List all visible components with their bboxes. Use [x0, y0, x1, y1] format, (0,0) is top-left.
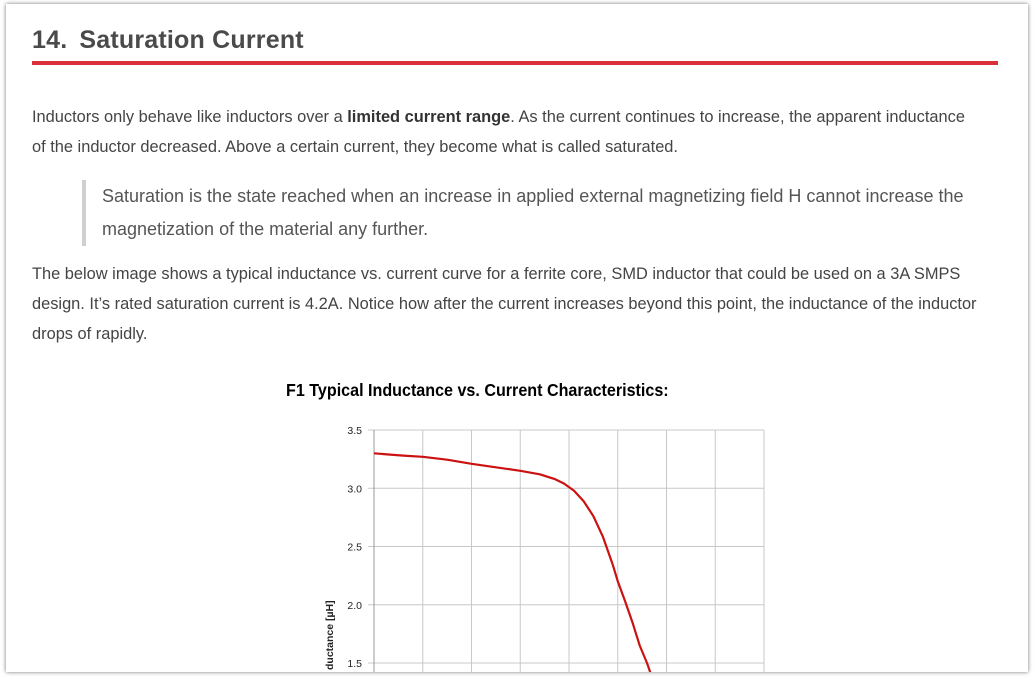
y-tick-label: 2.5	[347, 541, 362, 554]
section-title: Saturation Current	[79, 26, 304, 54]
blockquote-definition: Saturation is the state reached when an increase in applied external magnetizing field H cannot increase the magnetization of the material any further.	[82, 180, 1002, 246]
y-tick-label: 1.5	[347, 658, 362, 670]
paragraph-intro	[32, 102, 972, 162]
paragraph-intro-text: Inductors only behave like inductors over a	[32, 108, 348, 126]
section-number: 14.	[32, 26, 68, 54]
article-content	[32, 4, 998, 670]
y-axis-label: ductance [µH]	[324, 600, 336, 670]
paragraph-description: The below image shows a typical inductance vs. current curve for a ferrite core, SMD inductor that could be used on a 3A SMPS design. It’s rated saturation current is 4.2A. Notice how after the current increases beyond this point, the inductance of the inductor drops of rapidly.	[32, 265, 977, 343]
inductance-curve	[374, 453, 654, 672]
inductance-chart	[286, 380, 746, 672]
chart-title: F1 Typical Inductance vs. Current Characteristics:	[286, 380, 669, 400]
page-frame	[6, 4, 1028, 672]
paragraph-intro-text-end: . As the current continues to increase, the apparent inductance of the inductor decreased. Above a certain current, they become what is called saturated.	[32, 108, 965, 156]
y-tick-label: 3.0	[347, 483, 362, 496]
y-tick-label: 2.0	[347, 599, 362, 612]
chart-figure	[286, 380, 746, 672]
section-heading	[32, 4, 998, 65]
y-tick-label: 3.5	[347, 425, 362, 437]
paragraph-intro-bold: limited current range	[347, 108, 511, 126]
